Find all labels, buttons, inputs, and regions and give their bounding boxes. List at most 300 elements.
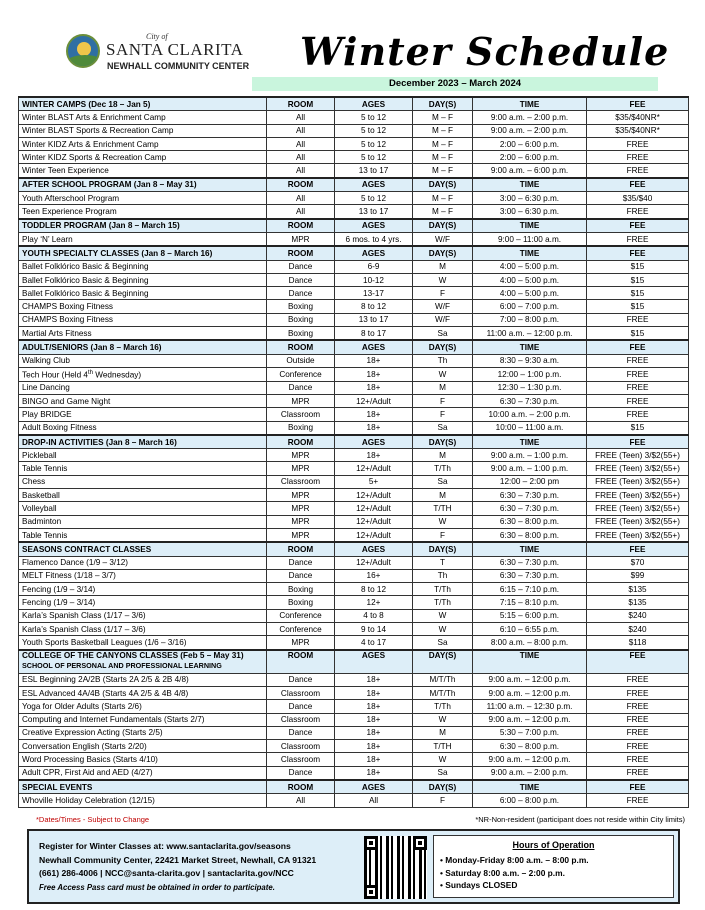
fee-cell: FREE (Teen) 3/$2(55+): [587, 489, 689, 502]
time-cell: 9:00 a.m. – 12:00 p.m.: [473, 673, 587, 686]
class-name-cell: Teen Experience Program: [19, 205, 267, 219]
room-cell: Conference: [267, 367, 335, 381]
ages-cell: 18+: [335, 408, 413, 421]
room-cell: Boxing: [267, 327, 335, 341]
time-cell: 12:30 – 1:30 p.m.: [473, 381, 587, 394]
room-cell: Conference: [267, 609, 335, 622]
time-cell: 8:30 – 9:30 a.m.: [473, 354, 587, 367]
class-name-cell: Adult Boxing Fitness: [19, 421, 267, 435]
fee-cell: FREE: [587, 753, 689, 766]
room-cell: Conference: [267, 623, 335, 636]
class-name-cell: Ballet Folklórico Basic & Beginning: [19, 260, 267, 273]
column-header: DAY(S): [413, 435, 473, 449]
room-cell: All: [267, 192, 335, 205]
ages-cell: 18+: [335, 700, 413, 713]
table-row: [19, 515, 689, 528]
fee-cell: FREE (Teen) 3/$2(55+): [587, 462, 689, 475]
ages-cell: All: [335, 794, 413, 807]
column-header: DAY(S): [413, 97, 473, 111]
fee-cell: $15: [587, 327, 689, 341]
days-cell: W/F: [413, 300, 473, 313]
room-cell: Classroom: [267, 740, 335, 753]
days-cell: M: [413, 726, 473, 739]
days-cell: M – F: [413, 164, 473, 178]
class-name-cell: CHAMPS Boxing Fitness: [19, 313, 267, 326]
ages-cell: 6 mos. to 4 yrs.: [335, 232, 413, 246]
days-cell: W: [413, 753, 473, 766]
days-cell: Th: [413, 569, 473, 582]
table-row: [19, 489, 689, 502]
column-header: FEE: [587, 178, 689, 192]
room-cell: All: [267, 205, 335, 219]
class-name-cell: Play ‘N’ Learn: [19, 232, 267, 246]
ages-cell: 18+: [335, 740, 413, 753]
column-header: AGES: [335, 340, 413, 354]
ages-cell: 8 to 12: [335, 583, 413, 596]
table-row: [19, 273, 689, 286]
days-cell: W: [413, 713, 473, 726]
hours-of-operation: [433, 835, 674, 898]
column-header: AGES: [335, 246, 413, 260]
column-header: ROOM: [267, 97, 335, 111]
column-header: FEE: [587, 340, 689, 354]
fee-cell: FREE: [587, 726, 689, 739]
time-cell: 9:00 a.m. – 2:00 p.m.: [473, 766, 587, 780]
class-name-cell: Martial Arts Fitness: [19, 327, 267, 341]
ages-cell: 13 to 17: [335, 205, 413, 219]
days-cell: T/TH: [413, 502, 473, 515]
fee-cell: FREE: [587, 232, 689, 246]
section-title-text: WINTER CAMPS (Dec 18 – Jan 5): [22, 99, 151, 109]
fee-cell: $118: [587, 636, 689, 650]
table-row: [19, 111, 689, 124]
time-cell: 10:00 a.m. – 2:00 p.m.: [473, 408, 587, 421]
section-title: [19, 340, 267, 354]
fee-cell: FREE: [587, 313, 689, 326]
class-name-cell: Youth Afterschool Program: [19, 192, 267, 205]
access-pass-note: Free Access Pass card must be obtained in order to participate.: [39, 882, 275, 892]
section-header-row: [19, 178, 689, 192]
column-header: FEE: [587, 542, 689, 556]
table-row: [19, 502, 689, 515]
fee-cell: $99: [587, 569, 689, 582]
register-line: Register for Winter Classes at: www.santaclarita.gov/seasons: [39, 841, 291, 851]
fee-cell: $15: [587, 287, 689, 300]
table-row: [19, 327, 689, 341]
days-cell: Sa: [413, 766, 473, 780]
fee-cell: FREE: [587, 686, 689, 699]
days-cell: F: [413, 794, 473, 807]
time-cell: 9:00 a.m. – 2:00 p.m.: [473, 124, 587, 137]
ages-cell: 12+/Adult: [335, 489, 413, 502]
section-title-text: ADULT/SENIORS (Jan 8 – March 16): [22, 342, 162, 352]
column-header: ROOM: [267, 340, 335, 354]
section-title-text: YOUTH SPECIALTY CLASSES (Jan 8 – March 16): [22, 248, 213, 258]
fee-cell: FREE: [587, 740, 689, 753]
time-cell: 11:00 a.m. – 12:00 p.m.: [473, 327, 587, 341]
class-name-cell: Winter BLAST Sports & Recreation Camp: [19, 124, 267, 137]
column-header: FEE: [587, 246, 689, 260]
fee-cell: FREE (Teen) 3/$2(55+): [587, 502, 689, 515]
table-row: [19, 394, 689, 407]
time-cell: 9:00 a.m. – 6:00 p.m.: [473, 164, 587, 178]
registration-info: [39, 840, 316, 894]
ages-cell: 12+/Adult: [335, 394, 413, 407]
column-header: TIME: [473, 340, 587, 354]
ages-cell: 13 to 17: [335, 164, 413, 178]
class-name-cell: Basketball: [19, 489, 267, 502]
column-header: DAY(S): [413, 219, 473, 233]
class-name-cell: Winter KIDZ Sports & Recreation Camp: [19, 151, 267, 164]
ages-cell: 16+: [335, 569, 413, 582]
ages-cell: 10-12: [335, 273, 413, 286]
section-header-row: [19, 97, 689, 111]
room-cell: Dance: [267, 726, 335, 739]
column-header: AGES: [335, 650, 413, 674]
column-header: DAY(S): [413, 178, 473, 192]
fee-cell: FREE: [587, 367, 689, 381]
days-cell: M: [413, 381, 473, 394]
days-cell: M – F: [413, 205, 473, 219]
class-name-cell: Winter BLAST Arts & Enrichment Camp: [19, 111, 267, 124]
class-name-cell: Youth Sports Basketball Leagues (1/6 – 3/16): [19, 636, 267, 650]
class-name-cell: Walking Club: [19, 354, 267, 367]
page-title: Winter Schedule: [300, 29, 670, 74]
fee-cell: $240: [587, 623, 689, 636]
org-center-name: NEWHALL COMMUNITY CENTER: [107, 61, 250, 71]
fee-cell: FREE: [587, 700, 689, 713]
class-name-cell: Karla’s Spanish Class (1/17 – 3/6): [19, 623, 267, 636]
time-cell: 4:00 – 5:00 p.m.: [473, 273, 587, 286]
section-header-row: [19, 435, 689, 449]
ages-cell: 5 to 12: [335, 151, 413, 164]
ages-cell: 18+: [335, 753, 413, 766]
section-title: [19, 178, 267, 192]
fee-cell: FREE: [587, 151, 689, 164]
time-cell: 10:00 – 11:00 a.m.: [473, 421, 587, 435]
room-cell: Classroom: [267, 713, 335, 726]
time-cell: 6:30 – 8:00 p.m.: [473, 515, 587, 528]
table-row: [19, 569, 689, 582]
room-cell: MPR: [267, 528, 335, 542]
days-cell: F: [413, 287, 473, 300]
room-cell: Dance: [267, 260, 335, 273]
class-name-cell: Whoville Holiday Celebration (12/15): [19, 794, 267, 807]
hours-saturday: • Saturday 8:00 a.m. – 2:00 p.m.: [440, 867, 673, 880]
table-row: [19, 124, 689, 137]
section-header-row: [19, 340, 689, 354]
column-header: FEE: [587, 219, 689, 233]
section-header-row: [19, 650, 689, 674]
table-row: [19, 313, 689, 326]
table-row: [19, 381, 689, 394]
room-cell: Classroom: [267, 753, 335, 766]
time-cell: 6:30 – 8:00 p.m.: [473, 740, 587, 753]
days-cell: W: [413, 273, 473, 286]
org-name: SANTA CLARITA: [106, 40, 244, 59]
section-title-text: AFTER SCHOOL PROGRAM (Jan 8 – May 31): [22, 180, 197, 190]
table-row: [19, 700, 689, 713]
ages-cell: 12+/Adult: [335, 502, 413, 515]
room-cell: MPR: [267, 394, 335, 407]
time-cell: 11:00 a.m. – 12:30 p.m.: [473, 700, 587, 713]
table-row: [19, 232, 689, 246]
column-header: AGES: [335, 178, 413, 192]
time-cell: 6:30 – 7:30 p.m.: [473, 489, 587, 502]
section-title: [19, 246, 267, 260]
class-name-cell: BINGO and Game Night: [19, 394, 267, 407]
table-row: [19, 726, 689, 739]
fee-cell: FREE: [587, 713, 689, 726]
table-row: [19, 753, 689, 766]
fee-cell: FREE (Teen) 3/$2(55+): [587, 449, 689, 462]
ages-cell: 13-17: [335, 287, 413, 300]
days-cell: T: [413, 556, 473, 569]
days-cell: M/T/Th: [413, 686, 473, 699]
time-cell: 6:15 – 7:10 p.m.: [473, 583, 587, 596]
fee-cell: FREE: [587, 205, 689, 219]
ages-cell: 9 to 14: [335, 623, 413, 636]
table-row: [19, 151, 689, 164]
time-cell: 5:15 – 6:00 p.m.: [473, 609, 587, 622]
ages-cell: 12+/Adult: [335, 528, 413, 542]
time-cell: 4:00 – 5:00 p.m.: [473, 287, 587, 300]
table-row: [19, 260, 689, 273]
room-cell: Classroom: [267, 408, 335, 421]
time-cell: 6:30 – 7:30 p.m.: [473, 394, 587, 407]
ages-cell: 18+: [335, 449, 413, 462]
room-cell: All: [267, 164, 335, 178]
table-row: [19, 408, 689, 421]
table-row: [19, 740, 689, 753]
days-cell: Th: [413, 354, 473, 367]
time-cell: 6:30 – 8:00 p.m.: [473, 528, 587, 542]
days-cell: M – F: [413, 124, 473, 137]
column-header: ROOM: [267, 219, 335, 233]
column-header: AGES: [335, 219, 413, 233]
column-header: FEE: [587, 97, 689, 111]
table-row: [19, 164, 689, 178]
column-header: ROOM: [267, 650, 335, 674]
column-header: ROOM: [267, 435, 335, 449]
ages-cell: 12+/Adult: [335, 515, 413, 528]
room-cell: MPR: [267, 449, 335, 462]
section-title-text: DROP-IN ACTIVITIES (Jan 8 – March 16): [22, 437, 177, 447]
table-row: [19, 367, 689, 381]
address-line: Newhall Community Center, 22421 Market Street, Newhall, CA 91321: [39, 854, 317, 865]
time-cell: 4:00 – 5:00 p.m.: [473, 260, 587, 273]
section-title: [19, 435, 267, 449]
class-name-cell: Chess: [19, 475, 267, 488]
fee-cell: $15: [587, 273, 689, 286]
room-cell: Outside: [267, 354, 335, 367]
room-cell: MPR: [267, 232, 335, 246]
table-row: [19, 766, 689, 780]
fee-cell: FREE: [587, 408, 689, 421]
class-name-cell: Adult CPR, First Aid and AED (4/27): [19, 766, 267, 780]
hours-title: Hours of Operation: [512, 840, 595, 850]
class-name-cell: Creative Expression Acting (Starts 2/5): [19, 726, 267, 739]
days-cell: M – F: [413, 151, 473, 164]
time-cell: 7:00 – 8:00 p.m.: [473, 313, 587, 326]
column-header: AGES: [335, 97, 413, 111]
table-row: [19, 556, 689, 569]
column-header: TIME: [473, 178, 587, 192]
days-cell: T/Th: [413, 462, 473, 475]
table-row: [19, 636, 689, 650]
column-header: DAY(S): [413, 780, 473, 794]
time-cell: 6:00 – 8:00 p.m.: [473, 794, 587, 807]
time-cell: 9:00 a.m. – 2:00 p.m.: [473, 111, 587, 124]
days-cell: M – F: [413, 111, 473, 124]
days-cell: W/F: [413, 232, 473, 246]
date-range-banner: December 2023 – March 2024: [252, 77, 658, 91]
section-title: [19, 650, 267, 674]
time-cell: 12:00 – 1:00 p.m.: [473, 367, 587, 381]
table-row: [19, 354, 689, 367]
days-cell: T/Th: [413, 700, 473, 713]
time-cell: 9:00 a.m. – 12:00 p.m.: [473, 753, 587, 766]
column-header: AGES: [335, 542, 413, 556]
class-name-cell: CHAMPS Boxing Fitness: [19, 300, 267, 313]
days-cell: M – F: [413, 137, 473, 150]
time-cell: 6:30 – 7:30 p.m.: [473, 502, 587, 515]
table-row: [19, 583, 689, 596]
ages-cell: 4 to 17: [335, 636, 413, 650]
footnote-dates: *Dates/Times - Subject to Change: [36, 815, 150, 824]
column-header: ROOM: [267, 780, 335, 794]
fee-cell: FREE: [587, 381, 689, 394]
time-cell: 9:00 a.m. – 1:00 p.m.: [473, 449, 587, 462]
ages-cell: 18+: [335, 726, 413, 739]
column-header: ROOM: [267, 178, 335, 192]
city-seal-logo: [66, 34, 100, 68]
days-cell: W: [413, 515, 473, 528]
section-title: [19, 780, 267, 794]
org-city-prefix: City of: [146, 32, 168, 41]
days-cell: T/Th: [413, 583, 473, 596]
logo-hill-shape: [66, 55, 100, 68]
table-row: [19, 192, 689, 205]
fee-cell: FREE: [587, 137, 689, 150]
room-cell: Dance: [267, 673, 335, 686]
time-cell: 6:00 – 7:00 p.m.: [473, 300, 587, 313]
column-header: TIME: [473, 542, 587, 556]
contact-line: (661) 286-4006 | NCC@santa-clarita.gov | santaclarita.gov/NCC: [39, 868, 294, 878]
room-cell: All: [267, 794, 335, 807]
ages-cell: 5 to 12: [335, 124, 413, 137]
room-cell: Boxing: [267, 583, 335, 596]
hours-sunday: • Sundays CLOSED: [440, 879, 673, 892]
ages-cell: 18+: [335, 713, 413, 726]
class-name-cell: Pickleball: [19, 449, 267, 462]
column-header: DAY(S): [413, 340, 473, 354]
room-cell: MPR: [267, 502, 335, 515]
class-name-cell: Computing and Internet Fundamentals (Starts 2/7): [19, 713, 267, 726]
column-header: FEE: [587, 435, 689, 449]
section-title-text: COLLEGE OF THE CANYONS CLASSES (Feb 5 – May 31): [22, 650, 244, 660]
time-cell: 2:00 – 6:00 p.m.: [473, 137, 587, 150]
column-header: DAY(S): [413, 246, 473, 260]
hours-weekday: • Monday-Friday 8:00 a.m. – 8:00 p.m.: [440, 854, 673, 867]
ages-cell: 5 to 12: [335, 137, 413, 150]
column-header: FEE: [587, 650, 689, 674]
days-cell: F: [413, 394, 473, 407]
days-cell: M – F: [413, 192, 473, 205]
fee-cell: $15: [587, 300, 689, 313]
class-name-cell: Table Tennis: [19, 462, 267, 475]
room-cell: Dance: [267, 556, 335, 569]
days-cell: Sa: [413, 421, 473, 435]
section-title: [19, 97, 267, 111]
qr-code-icon[interactable]: [364, 836, 427, 899]
ages-cell: 8 to 17: [335, 327, 413, 341]
column-header: TIME: [473, 97, 587, 111]
table-row: [19, 300, 689, 313]
fee-cell: $70: [587, 556, 689, 569]
fee-cell: FREE: [587, 164, 689, 178]
ages-cell: 6-9: [335, 260, 413, 273]
time-cell: 6:30 – 7:30 p.m.: [473, 556, 587, 569]
schedule-table: [18, 96, 689, 808]
time-cell: 8:00 a.m. – 8:00 p.m.: [473, 636, 587, 650]
table-row: [19, 794, 689, 807]
time-cell: 12:00 – 2:00 pm: [473, 475, 587, 488]
logo-sun-shape: [77, 42, 91, 56]
class-name-cell: Table Tennis: [19, 528, 267, 542]
table-row: [19, 623, 689, 636]
class-name-cell: Volleyball: [19, 502, 267, 515]
ages-cell: 5 to 12: [335, 111, 413, 124]
table-row: [19, 686, 689, 699]
footnote-nonresident: *NR-Non-resident (participant does not reside within City limits): [475, 815, 685, 824]
section-header-row: [19, 219, 689, 233]
class-name-cell: Karla’s Spanish Class (1/17 – 3/6): [19, 609, 267, 622]
ages-cell: 12+/Adult: [335, 462, 413, 475]
class-name-cell: Winter Teen Experience: [19, 164, 267, 178]
days-cell: W: [413, 367, 473, 381]
ages-cell: 18+: [335, 673, 413, 686]
table-row: [19, 713, 689, 726]
days-cell: T/Th: [413, 596, 473, 609]
class-name-cell: Line Dancing: [19, 381, 267, 394]
fee-cell: FREE: [587, 354, 689, 367]
fee-cell: FREE: [587, 673, 689, 686]
class-name-cell: Fencing (1/9 – 3/14): [19, 583, 267, 596]
room-cell: All: [267, 111, 335, 124]
days-cell: Sa: [413, 327, 473, 341]
class-name-cell: Fencing (1/9 – 3/14): [19, 596, 267, 609]
days-cell: W: [413, 623, 473, 636]
class-name-cell: Ballet Folklórico Basic & Beginning: [19, 273, 267, 286]
section-title-text: TODDLER PROGRAM (Jan 8 – March 15): [22, 221, 180, 231]
class-name-cell: Ballet Folklórico Basic & Beginning: [19, 287, 267, 300]
days-cell: M: [413, 489, 473, 502]
ages-cell: 18+: [335, 381, 413, 394]
ages-cell: 18+: [335, 766, 413, 780]
days-cell: T/TH: [413, 740, 473, 753]
ages-cell: 13 to 17: [335, 313, 413, 326]
time-cell: 7:15 – 8:10 p.m.: [473, 596, 587, 609]
room-cell: Boxing: [267, 300, 335, 313]
room-cell: Classroom: [267, 475, 335, 488]
column-header: AGES: [335, 435, 413, 449]
room-cell: Dance: [267, 287, 335, 300]
column-header: TIME: [473, 650, 587, 674]
table-row: [19, 287, 689, 300]
fee-cell: $35/$40NR*: [587, 111, 689, 124]
column-header: AGES: [335, 780, 413, 794]
